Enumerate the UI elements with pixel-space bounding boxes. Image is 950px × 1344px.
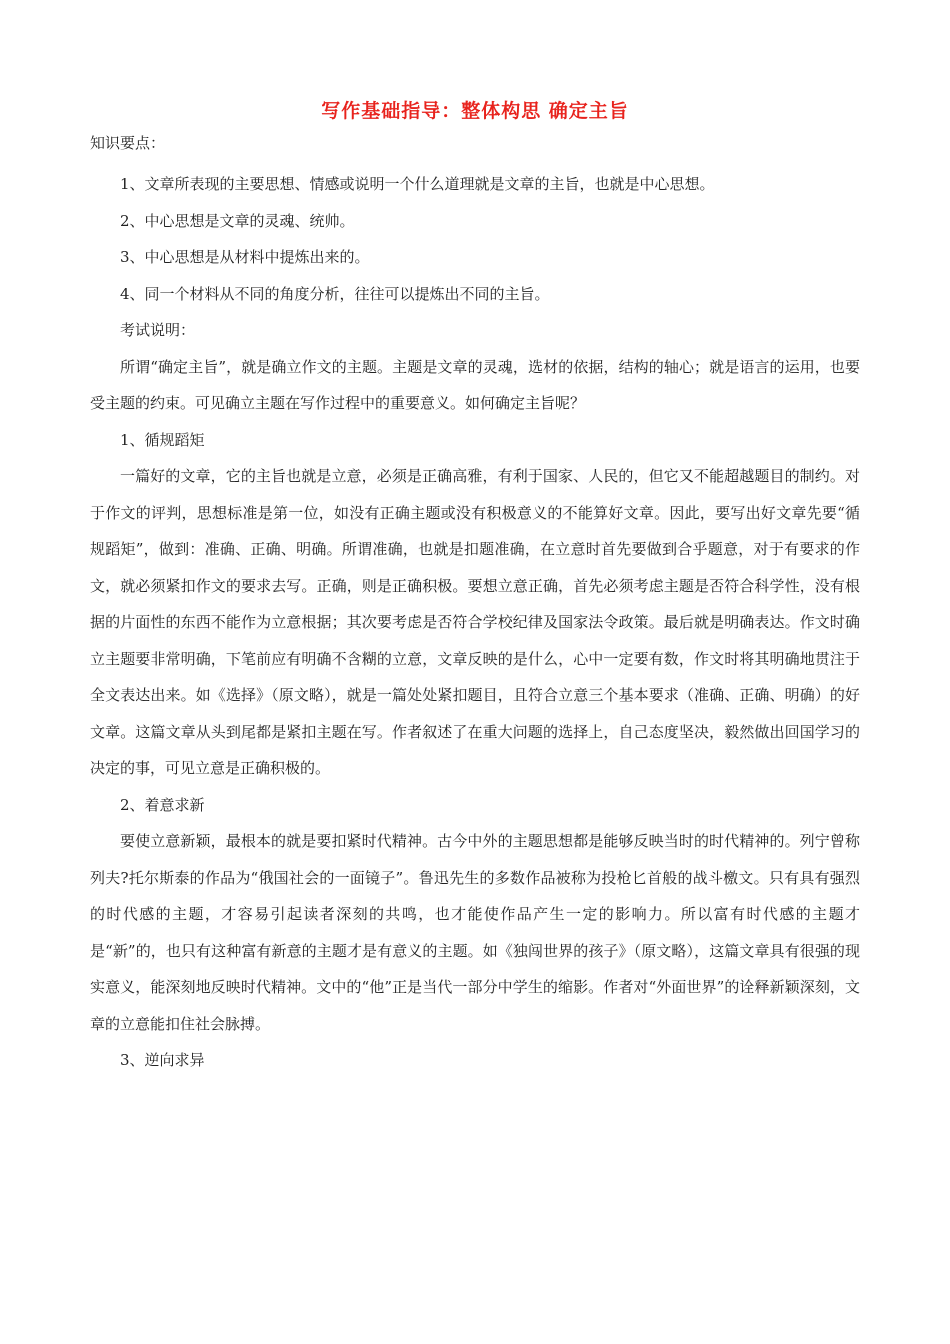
knowledge-point-4: 4、同一个材料从不同的角度分析，往往可以提炼出不同的主旨。 xyxy=(120,284,550,303)
section-heading-2: 2、着意求新 xyxy=(120,795,205,814)
knowledge-point-2: 2、中心思想是文章的灵魂、统帅。 xyxy=(120,211,355,230)
intro-paragraph: 所谓“确定主旨”，就是确立作文的主题。主题是文章的灵魂，选材的依据，结构的轴心；就是语言的运用，也要受主题的约束。可见确立主题在写作过程中的重要意义。如何确定主旨呢？ xyxy=(90,357,860,412)
section-body-2: 要使立意新颖，最根本的就是要扣紧时代精神。古今中外的主题思想都是能够反映当时的时代精神的。列宁曾称列夫?托尔斯泰的作品为“俄国社会的一面镜子”。鲁迅先生的多数作品被称为投枪匕首般的战斗檄文。只有具有强烈的时代感的主题，才容易引起读者深刻的共鸣，也才能使作品产生一定的影响力。所以富有时代感的主题才是“新”的，也只有这种富有新意的主题才是有意义的主题。如《独闯世界的孩子》（原文略），这篇文章具有很强的现实意义，能深刻地反映时代精神。文中的“他”正是当代一部分中学生的缩影。作者对“外面世界”的诠释新颖深刻，文章的立意能扣住社会脉搏。 xyxy=(90,832,860,1033)
knowledge-point-1: 1、文章所表现的主要思想、情感或说明一个什么道理就是文章的主旨，也就是中心思想。 xyxy=(120,175,715,193)
document-page xyxy=(90,96,860,1079)
knowledge-heading: 知识要点： xyxy=(90,134,166,152)
section-heading-3: 3、逆向求异 xyxy=(120,1051,205,1069)
document-title: 写作基础指导：整体构思 确定主旨 xyxy=(321,100,629,122)
section-body-1: 一篇好的文章，它的主旨也就是立意，必须是正确高雅，有利于国家、人民的，但它又不能超越题目的制约。对于作文的评判，思想标准是第一位，如没有正确主题或没有积极意义的不能算好文章。因此，要写出好文章先要“循规蹈矩”，做到：准确、正确、明确。所谓准确，也就是扣题准确，在立意时首先要做到合乎题意，对于有要求的作文，就必须紧扣作文的要求去写。正确，则是正确积极。要想立意正确，首先必须考虑主题是否符合科学性，没有根据的片面性的东西不能作为立意根据；其次要考虑是否符合学校纪律及国家法令政策。最后就是明确表达。作文时确立主题要非常明确，下笔前应有明确不含糊的立意，文章反映的是什么，心中一定要有数，作文时将其明确地贯注于全文表达出来。如《选择》（原文略），就是一篇处处紧扣题目，且符合立意三个基本要求（准确、正确、明确）的好文章。这篇文章从头到尾都是紧扣主题在写。作者叙述了在重大问题的选择上，自己态度坚决，毅然做出回国学习的决定的事，可见立意是正确积极的。 xyxy=(90,467,860,777)
section-heading-1: 1、循规蹈矩 xyxy=(120,430,205,449)
exam-heading: 考试说明： xyxy=(120,321,196,339)
knowledge-point-3: 3、中心思想是从材料中提炼出来的。 xyxy=(120,248,370,266)
